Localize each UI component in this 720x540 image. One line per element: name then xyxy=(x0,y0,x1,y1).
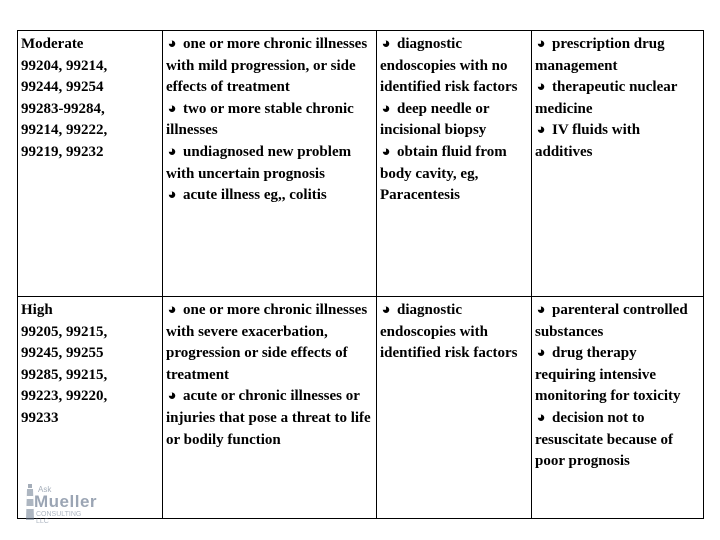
clock-bullet-icon: ◕ xyxy=(167,302,177,318)
list-item xyxy=(535,408,700,473)
list-item-text: one or more chronic illnesses with mild progression, or side effects of treatment xyxy=(166,36,368,96)
list-item xyxy=(166,99,373,142)
company-logo xyxy=(20,482,98,525)
clock-bullet-icon: ◕ xyxy=(381,302,391,318)
cpt-codes: 99205, 99215, 99245, 99255 99285, 99215, 99223, 99220, 99233 xyxy=(21,323,108,426)
list-item xyxy=(380,34,528,99)
diagnostic-procedures-cell xyxy=(377,31,532,297)
presenting-problems-cell xyxy=(163,31,377,297)
diagnostic-procedures-cell xyxy=(377,297,532,519)
clock-bullet-icon: ◕ xyxy=(536,345,546,362)
clock-bullet-icon: ◕ xyxy=(381,36,391,52)
list-item xyxy=(380,99,528,142)
list-item-text: IV fluids with additives xyxy=(535,122,641,160)
logo-brand-text: Mueller xyxy=(34,492,98,511)
list-item xyxy=(166,142,373,185)
management-options-cell xyxy=(532,297,704,519)
list-item-text: obtain fluid from body cavity, eg, Paracentesis xyxy=(380,143,507,204)
list-item xyxy=(535,120,700,163)
clock-bullet-icon: ◕ xyxy=(536,409,546,426)
list-item-text: deep needle or incisional biopsy xyxy=(380,100,490,139)
list-item xyxy=(166,386,373,451)
presenting-problems-cell xyxy=(163,297,377,519)
clock-bullet-icon: ◕ xyxy=(536,302,546,318)
clock-bullet-icon: ◕ xyxy=(167,388,177,405)
cpt-codes: 99204, 99214, 99244, 99254 99283-99284, 99214, 99222, 99219, 99232 xyxy=(21,57,108,160)
list-item-text: diagnostic endoscopies with no identified risk factors xyxy=(380,36,518,96)
clock-bullet-icon: ◕ xyxy=(381,100,391,117)
list-item-text: decision not to resuscitate because of poor prognosis xyxy=(535,409,674,470)
list-item-text: two or more stable chronic illnesses xyxy=(166,100,354,139)
clock-bullet-icon: ◕ xyxy=(167,143,177,160)
list-item xyxy=(380,142,528,207)
clock-bullet-icon: ◕ xyxy=(167,36,177,52)
level-label: High xyxy=(21,302,53,318)
clock-bullet-icon: ◕ xyxy=(536,122,546,139)
list-item xyxy=(535,300,700,343)
list-item-text: parenteral controlled substances xyxy=(535,302,688,340)
list-item xyxy=(535,34,700,77)
clock-bullet-icon: ◕ xyxy=(167,187,177,204)
risk-table xyxy=(17,30,704,519)
logo-ask-text: Ask xyxy=(38,485,52,494)
list-item xyxy=(166,34,373,99)
level-label: Moderate xyxy=(21,36,84,52)
clock-bullet-icon: ◕ xyxy=(381,143,391,160)
clock-bullet-icon: ◕ xyxy=(536,79,546,96)
clock-bullet-icon: ◕ xyxy=(167,100,177,117)
logo-sub-text: CONSULTING LLC xyxy=(36,511,82,525)
list-item-text: diagnostic endoscopies with identified risk factors xyxy=(380,302,518,362)
management-options-cell xyxy=(532,31,704,297)
table-row-high xyxy=(18,297,704,519)
list-item-text: acute illness eg,, colitis xyxy=(183,187,327,204)
list-item xyxy=(380,300,528,365)
list-item xyxy=(166,300,373,386)
list-item-text: drug therapy requiring intensive monitoring for toxicity xyxy=(535,345,681,405)
list-item-text: undiagnosed new problem with uncertain prognosis xyxy=(166,143,352,182)
list-item xyxy=(166,185,373,207)
list-item-text: prescription drug management xyxy=(535,36,665,74)
list-item-text: one or more chronic illnesses with severe exacerbation, progression or side effects of treatment xyxy=(166,302,368,383)
list-item-text: acute or chronic illnesses or injuries that pose a threat to life or bodily function xyxy=(166,388,371,448)
list-item xyxy=(535,77,700,120)
list-item-text: therapeutic nuclear medicine xyxy=(535,79,678,117)
level-cell xyxy=(18,31,163,297)
table-row-moderate xyxy=(18,31,704,297)
list-item xyxy=(535,343,700,408)
clock-bullet-icon: ◕ xyxy=(536,36,546,52)
